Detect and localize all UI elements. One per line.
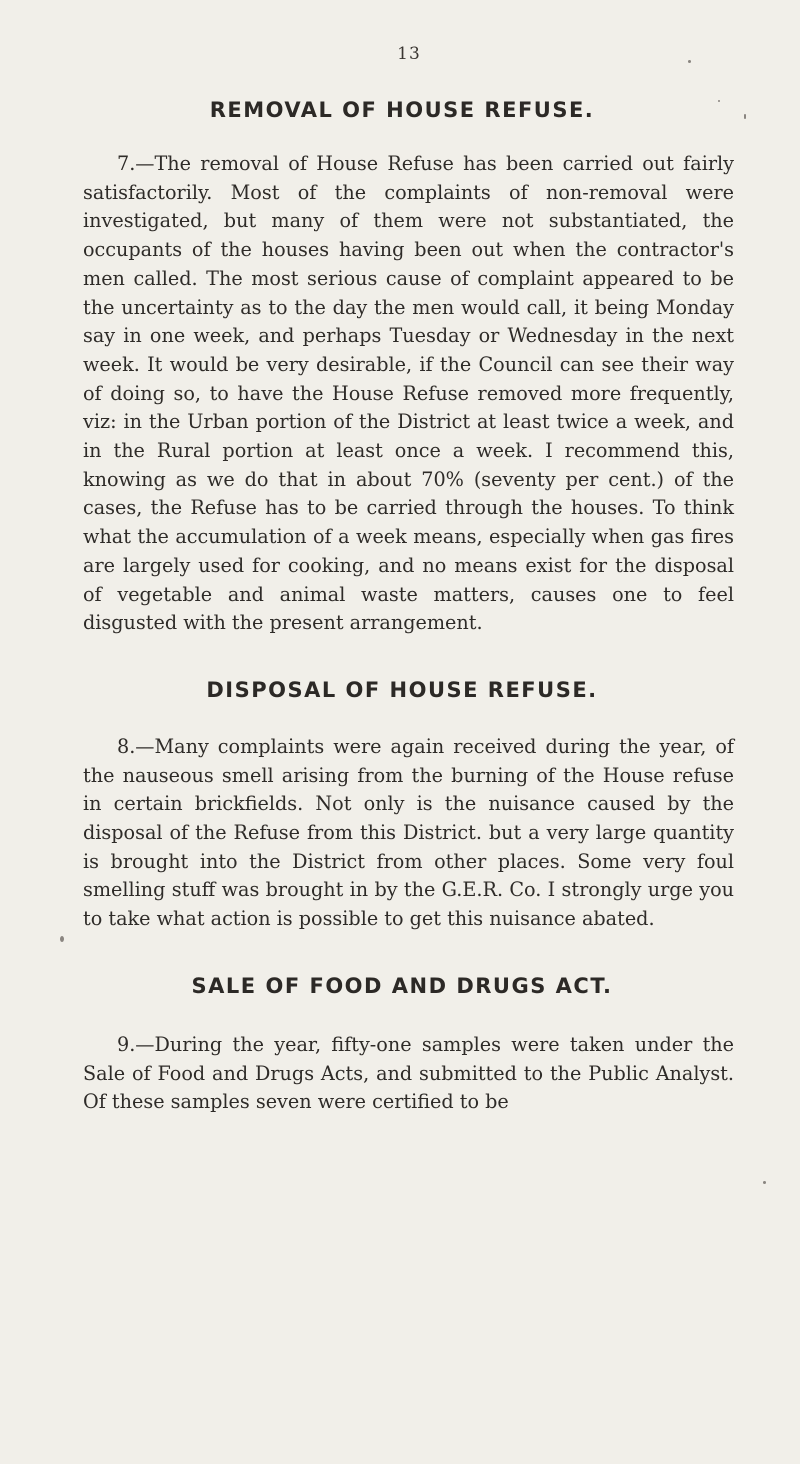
scan-speck	[744, 114, 746, 119]
scan-speck	[688, 60, 691, 63]
paragraph-9: 9.—During the year, fifty-one samples were taken under the Sale of Food and Drugs Acts, and submitted to the Public Analyst. Of these samples seven were certified to be	[83, 1032, 734, 1114]
scan-speck	[60, 936, 64, 942]
paragraph-7: 7.—The removal of House Refuse has been carried out fairly satisfactorily. Most of the complaints of non-removal were investigated, but many of them were not substantiated, the occupants of the houses having been out when the contractor's men called. The most serious cause of complaint appeared to be the uncertainty as to the day the men would call, it being Monday say in one week, and perhaps Tuesday or Wednesday in the next week. It would be very desirable, if the Council can see their way of doing so, to have the House Refuse removed more frequently, viz: in the Urban portion of the District at least twice a week, and in the Rural portion at least once a week. I recommend this, knowing as we do that in about 70% (seventy per cent.) of the cases, the Refuse has to be carried through the houses. To think what the accumulation of a week means, especially when gas fires are largely used for cooking, and no means exist for the disposal of vegetable and animal waste matters, causes one to feel disgusted with the present arrangement.	[83, 152, 734, 635]
page-number: 13	[397, 44, 421, 64]
scan-speck	[763, 1181, 766, 1184]
heading-removal-of-house-refuse: REMOVAL OF HOUSE REFUSE.	[209, 98, 595, 122]
scan-speck	[718, 100, 720, 102]
heading-disposal-of-house-refuse: DISPOSAL OF HOUSE REFUSE.	[206, 677, 598, 702]
heading-sale-of-food-and-drugs-act: SALE OF FOOD AND DRUGS ACT.	[191, 973, 613, 998]
paragraph-8: 8.—Many complaints were again received during the year, of the nauseous smell arising from the burning of the House refuse in certain brickfields. Not only is the nuisance caused by the disposal of the Refuse from this District. but a very large quantity is brought into the District from other places. Some very foul smelling stuff was brought in by the G.E.R. Co. I strongly urge you to take what action is possible to get this nuisance abated.	[83, 734, 734, 931]
